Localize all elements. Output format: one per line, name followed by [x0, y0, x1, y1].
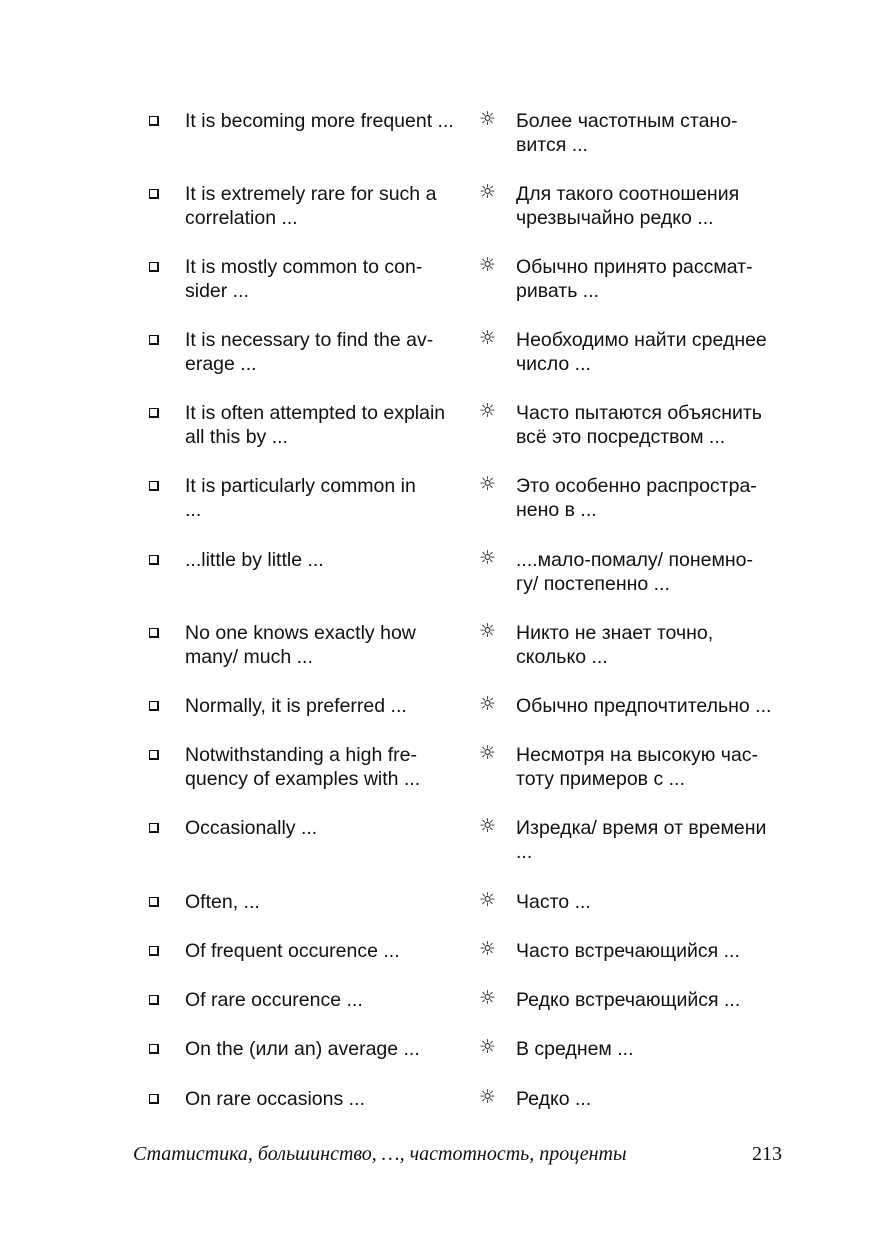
- russian-phrase: Обычно предпочтительно ...: [516, 695, 772, 717]
- square-bullet-icon: [149, 995, 159, 1005]
- square-bullet-icon: [149, 189, 159, 199]
- russian-phrase: Редко встречающийся ...: [516, 989, 741, 1011]
- russian-phrase: Обычно принято рассмат- ривать ...: [516, 256, 753, 302]
- sun-bullet-icon: ☼: [479, 938, 497, 960]
- sun-bullet-icon: ☼: [479, 1036, 497, 1058]
- russian-phrase: Несмотря на высокую час- тоту примеров с ...: [516, 744, 759, 790]
- russian-phrase: Более частотным стано- вится ...: [516, 110, 738, 156]
- sun-bullet-icon: ☼: [479, 547, 497, 569]
- english-phrase: It is necessary to find the av- erage ...: [185, 329, 434, 375]
- english-phrase: ...little by little ...: [185, 549, 324, 571]
- russian-phrase: В среднем ...: [516, 1038, 634, 1060]
- sun-bullet-icon: ☼: [479, 815, 497, 837]
- square-bullet-icon: [149, 262, 159, 272]
- russian-phrase: Это особенно распростра- нено в ...: [516, 475, 757, 521]
- sun-bullet-icon: ☼: [479, 473, 497, 495]
- english-phrase: On rare occasions ...: [185, 1088, 365, 1110]
- english-phrase: It is becoming more frequent ...: [185, 110, 454, 132]
- russian-phrase: Часто встречающийся ...: [516, 940, 740, 962]
- sun-bullet-icon: ☼: [479, 254, 497, 276]
- sun-bullet-icon: ☼: [479, 987, 497, 1009]
- page-footer: [0, 1141, 872, 1169]
- russian-phrase: Часто пытаются объяснить всё это посредством ...: [516, 402, 762, 448]
- english-phrase: No one knows exactly how many/ much ...: [185, 622, 416, 668]
- english-phrase: Of rare occurence ...: [185, 989, 363, 1011]
- square-bullet-icon: [149, 1094, 159, 1104]
- square-bullet-icon: [149, 701, 159, 711]
- english-phrase: Notwithstanding a high fre- quency of examples with ...: [185, 744, 421, 790]
- english-phrase: Occasionally ...: [185, 817, 318, 839]
- square-bullet-icon: [149, 335, 159, 345]
- english-phrase: It is particularly common in ...: [185, 475, 416, 521]
- sun-bullet-icon: ☼: [479, 181, 497, 203]
- russian-phrase: Изредка/ время от времени ...: [516, 817, 767, 863]
- square-bullet-icon: [149, 1044, 159, 1054]
- square-bullet-icon: [149, 750, 159, 760]
- square-bullet-icon: [149, 408, 159, 418]
- english-phrase: On the (или an) average ...: [185, 1038, 420, 1060]
- russian-phrase: Необходимо найти среднее число ...: [516, 329, 767, 375]
- sun-bullet-icon: ☼: [479, 1086, 497, 1108]
- square-bullet-icon: [149, 946, 159, 956]
- english-phrase: It is mostly common to con- sider ...: [185, 256, 423, 302]
- sun-bullet-icon: ☼: [479, 742, 497, 764]
- russian-phrase: Для такого соотношения чрезвычайно редко ...: [516, 183, 740, 229]
- russian-phrase: Редко ...: [516, 1088, 592, 1110]
- english-phrase: It is extremely rare for such a correlation ...: [185, 183, 437, 229]
- square-bullet-icon: [149, 116, 159, 126]
- english-phrase: Often, ...: [185, 891, 260, 913]
- sun-bullet-icon: ☼: [479, 693, 497, 715]
- square-bullet-icon: [149, 823, 159, 833]
- running-footer-title: Статистика, большинство, …, частотность, проценты: [133, 1143, 627, 1165]
- sun-bullet-icon: ☼: [479, 108, 497, 130]
- square-bullet-icon: [149, 555, 159, 565]
- english-phrase: Of frequent occurence ...: [185, 940, 400, 962]
- square-bullet-icon: [149, 897, 159, 907]
- page-number: 213: [752, 1143, 782, 1165]
- sun-bullet-icon: ☼: [479, 889, 497, 911]
- russian-phrase: ....мало-помалу/ понемно- гу/ постепенно ...: [516, 549, 754, 595]
- russian-phrase: Часто ...: [516, 891, 591, 913]
- russian-phrase: Никто не знает точно, сколько ...: [516, 622, 714, 668]
- sun-bullet-icon: ☼: [479, 620, 497, 642]
- square-bullet-icon: [149, 628, 159, 638]
- english-phrase: Normally, it is preferred ...: [185, 695, 407, 717]
- square-bullet-icon: [149, 481, 159, 491]
- sun-bullet-icon: ☼: [479, 327, 497, 349]
- english-phrase: It is often attempted to explain all this by ...: [185, 402, 446, 448]
- sun-bullet-icon: ☼: [479, 400, 497, 422]
